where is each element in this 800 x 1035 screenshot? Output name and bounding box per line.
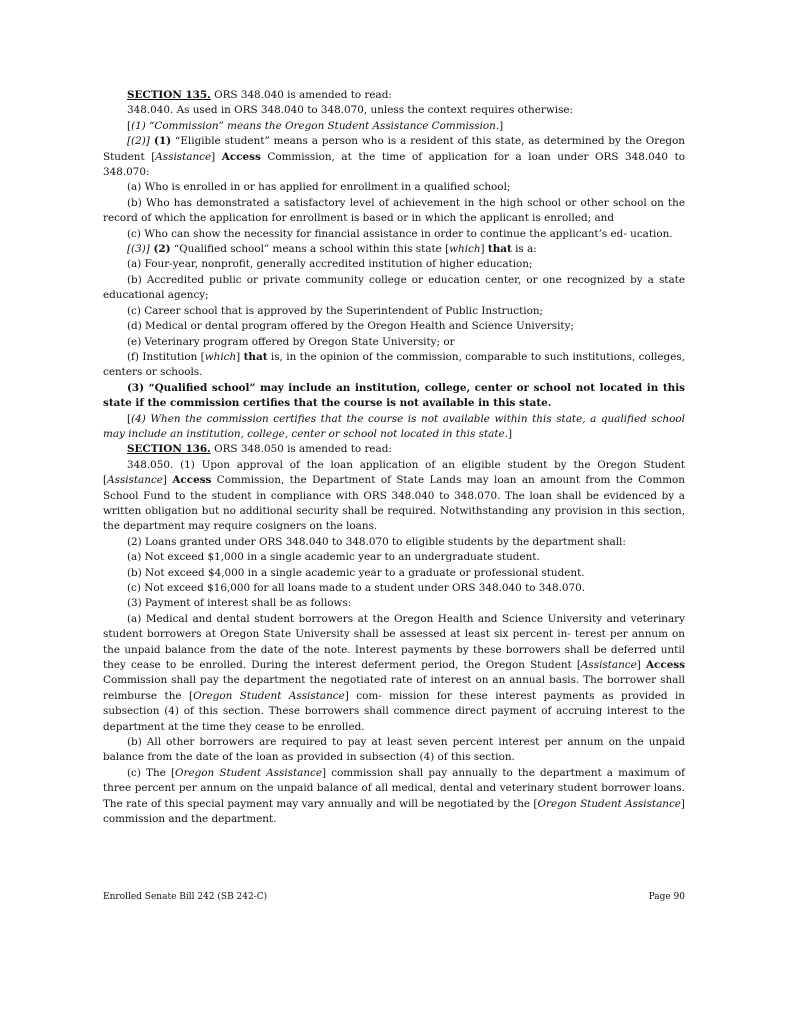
deleted-paragraph: [(1) “Commission” means the Oregon Student Assistance Commission.] bbox=[127, 119, 504, 132]
page-number: Page 90 bbox=[648, 892, 685, 902]
section-136-heading: SECTION 136. bbox=[127, 443, 211, 456]
deleted-paragraph: [(4) When the commission certifies that the course is not available within this state, a qualified school may include an institution, college, center or school not located in this state.] bbox=[103, 412, 685, 440]
paragraph: (2) Loans granted under ORS 348.040 to 348.070 to eligible students by the department shall: bbox=[127, 535, 626, 548]
qualified-school-definition: [(3)] (2) “Qualified school” means a school within this state [which] that is a: bbox=[127, 243, 537, 256]
list-item: (a) Four-year, nonprofit, generally accredited institution of higher education; bbox=[127, 258, 533, 271]
inserted-paragraph: (3) “Qualified school” may include an institution, college, center or school not located in this state if the commission certifies that the course is not available in this state. bbox=[103, 381, 685, 410]
eligible-student-definition: [(2)] (1) “Eligible student” means a person who is a resident of this state, as determined by the Oregon Student [Assistance] Access Commission, at the time of application for a loan under ORS 348.040 to 348.070: bbox=[103, 135, 685, 179]
list-item: (b) Not exceed $4,000 in a single academic year to a graduate or professional student. bbox=[127, 566, 585, 579]
list-item: (c) The [Oregon Student Assistance] commission shall pay annually to the department a maximum of three percent per annum on the unpaid balance of all medical, dental and veterinary student borrower loans. The rate of this special payment may vary annually and will be negotiated by the [Oregon Student Assistance] commission and the department. bbox=[103, 766, 685, 826]
list-item: (e) Veterinary program offered by Oregon State University; or bbox=[127, 335, 455, 348]
document-title: Enrolled Senate Bill 242 (SB 242-C) bbox=[103, 892, 268, 902]
document-body bbox=[103, 88, 685, 828]
section-135-heading-line: SECTION 135. ORS 348.040 is amended to read: bbox=[127, 89, 392, 101]
page-footer bbox=[103, 892, 685, 902]
list-item: (a) Medical and dental student borrowers at the Oregon Health and Science University and veterinary student borrowers at Oregon State University shall be assessed at least six percent in- terest per annum on the unpaid balance from the date of the note. Interest payments by these borrowers shall be deferred until they cease to be enrolled. During the interest deferment period, the Oregon Student [Assistance] Access Commission shall pay the department the negotiated rate of interest on an annual basis. The borrower shall reimburse the [Oregon Student Assistance] com- mission for these interest payments as provided in subsection (4) of this section. These borrowers shall commence direct payment of accruing interest to the department at the time they cease to be enrolled. bbox=[103, 612, 686, 733]
list-item: (f) Institution [which] that is, in the opinion of the commission, comparable to such institutions, colleges, centers or schools. bbox=[103, 350, 685, 379]
list-item: (b) All other borrowers are required to pay at least seven percent interest per annum on the unpaid balance from the date of the loan as provided in subsection (4) of this section. bbox=[103, 736, 685, 764]
list-item: (a) Who is enrolled in or has applied for enrollment in a qualified school; bbox=[127, 181, 511, 194]
list-item: (b) Accredited public or private community college or education center, or one recognized by a state educational agency; bbox=[103, 273, 685, 302]
list-item: (a) Not exceed $1,000 in a single academic year to an undergraduate student. bbox=[127, 551, 540, 564]
list-item: (d) Medical or dental program offered by the Oregon Health and Science University; bbox=[127, 320, 574, 333]
list-item: (c) Career school that is approved by the Superintendent of Public Instruction; bbox=[127, 304, 544, 317]
paragraph: 348.050. (1) Upon approval of the loan application of an eligible student by the Oregon Student [Assistance] Access Commission, the Department of State Lands may loan an amount from the Common School Fund to the student in compliance with ORS 348.040 to 348.070. The loan shall be evidenced by a written obligation but no additional security shall be required. Notwithstanding any provision in this section, the department may require cosigners on the loans. bbox=[103, 458, 685, 533]
paragraph: (3) Payment of interest shall be as follows: bbox=[127, 597, 352, 610]
paragraph: 348.040. As used in ORS 348.040 to 348.070, unless the context requires otherwise: bbox=[127, 104, 574, 117]
section-135-heading: SECTION 135. bbox=[127, 89, 211, 101]
section-136-heading-line: SECTION 136. ORS 348.050 is amended to read: bbox=[127, 443, 392, 456]
list-item: (c) Not exceed $16,000 for all loans made to a student under ORS 348.040 to 348.070. bbox=[127, 582, 586, 594]
list-item: (c) Who can show the necessity for financial assistance in order to continue the applicant’s ed- ucation. bbox=[127, 227, 673, 240]
list-item: (b) Who has demonstrated a satisfactory level of achievement in the high school or other school on the record of which the application for enrollment is based or in which the applicant is enrolled; and bbox=[103, 196, 685, 225]
